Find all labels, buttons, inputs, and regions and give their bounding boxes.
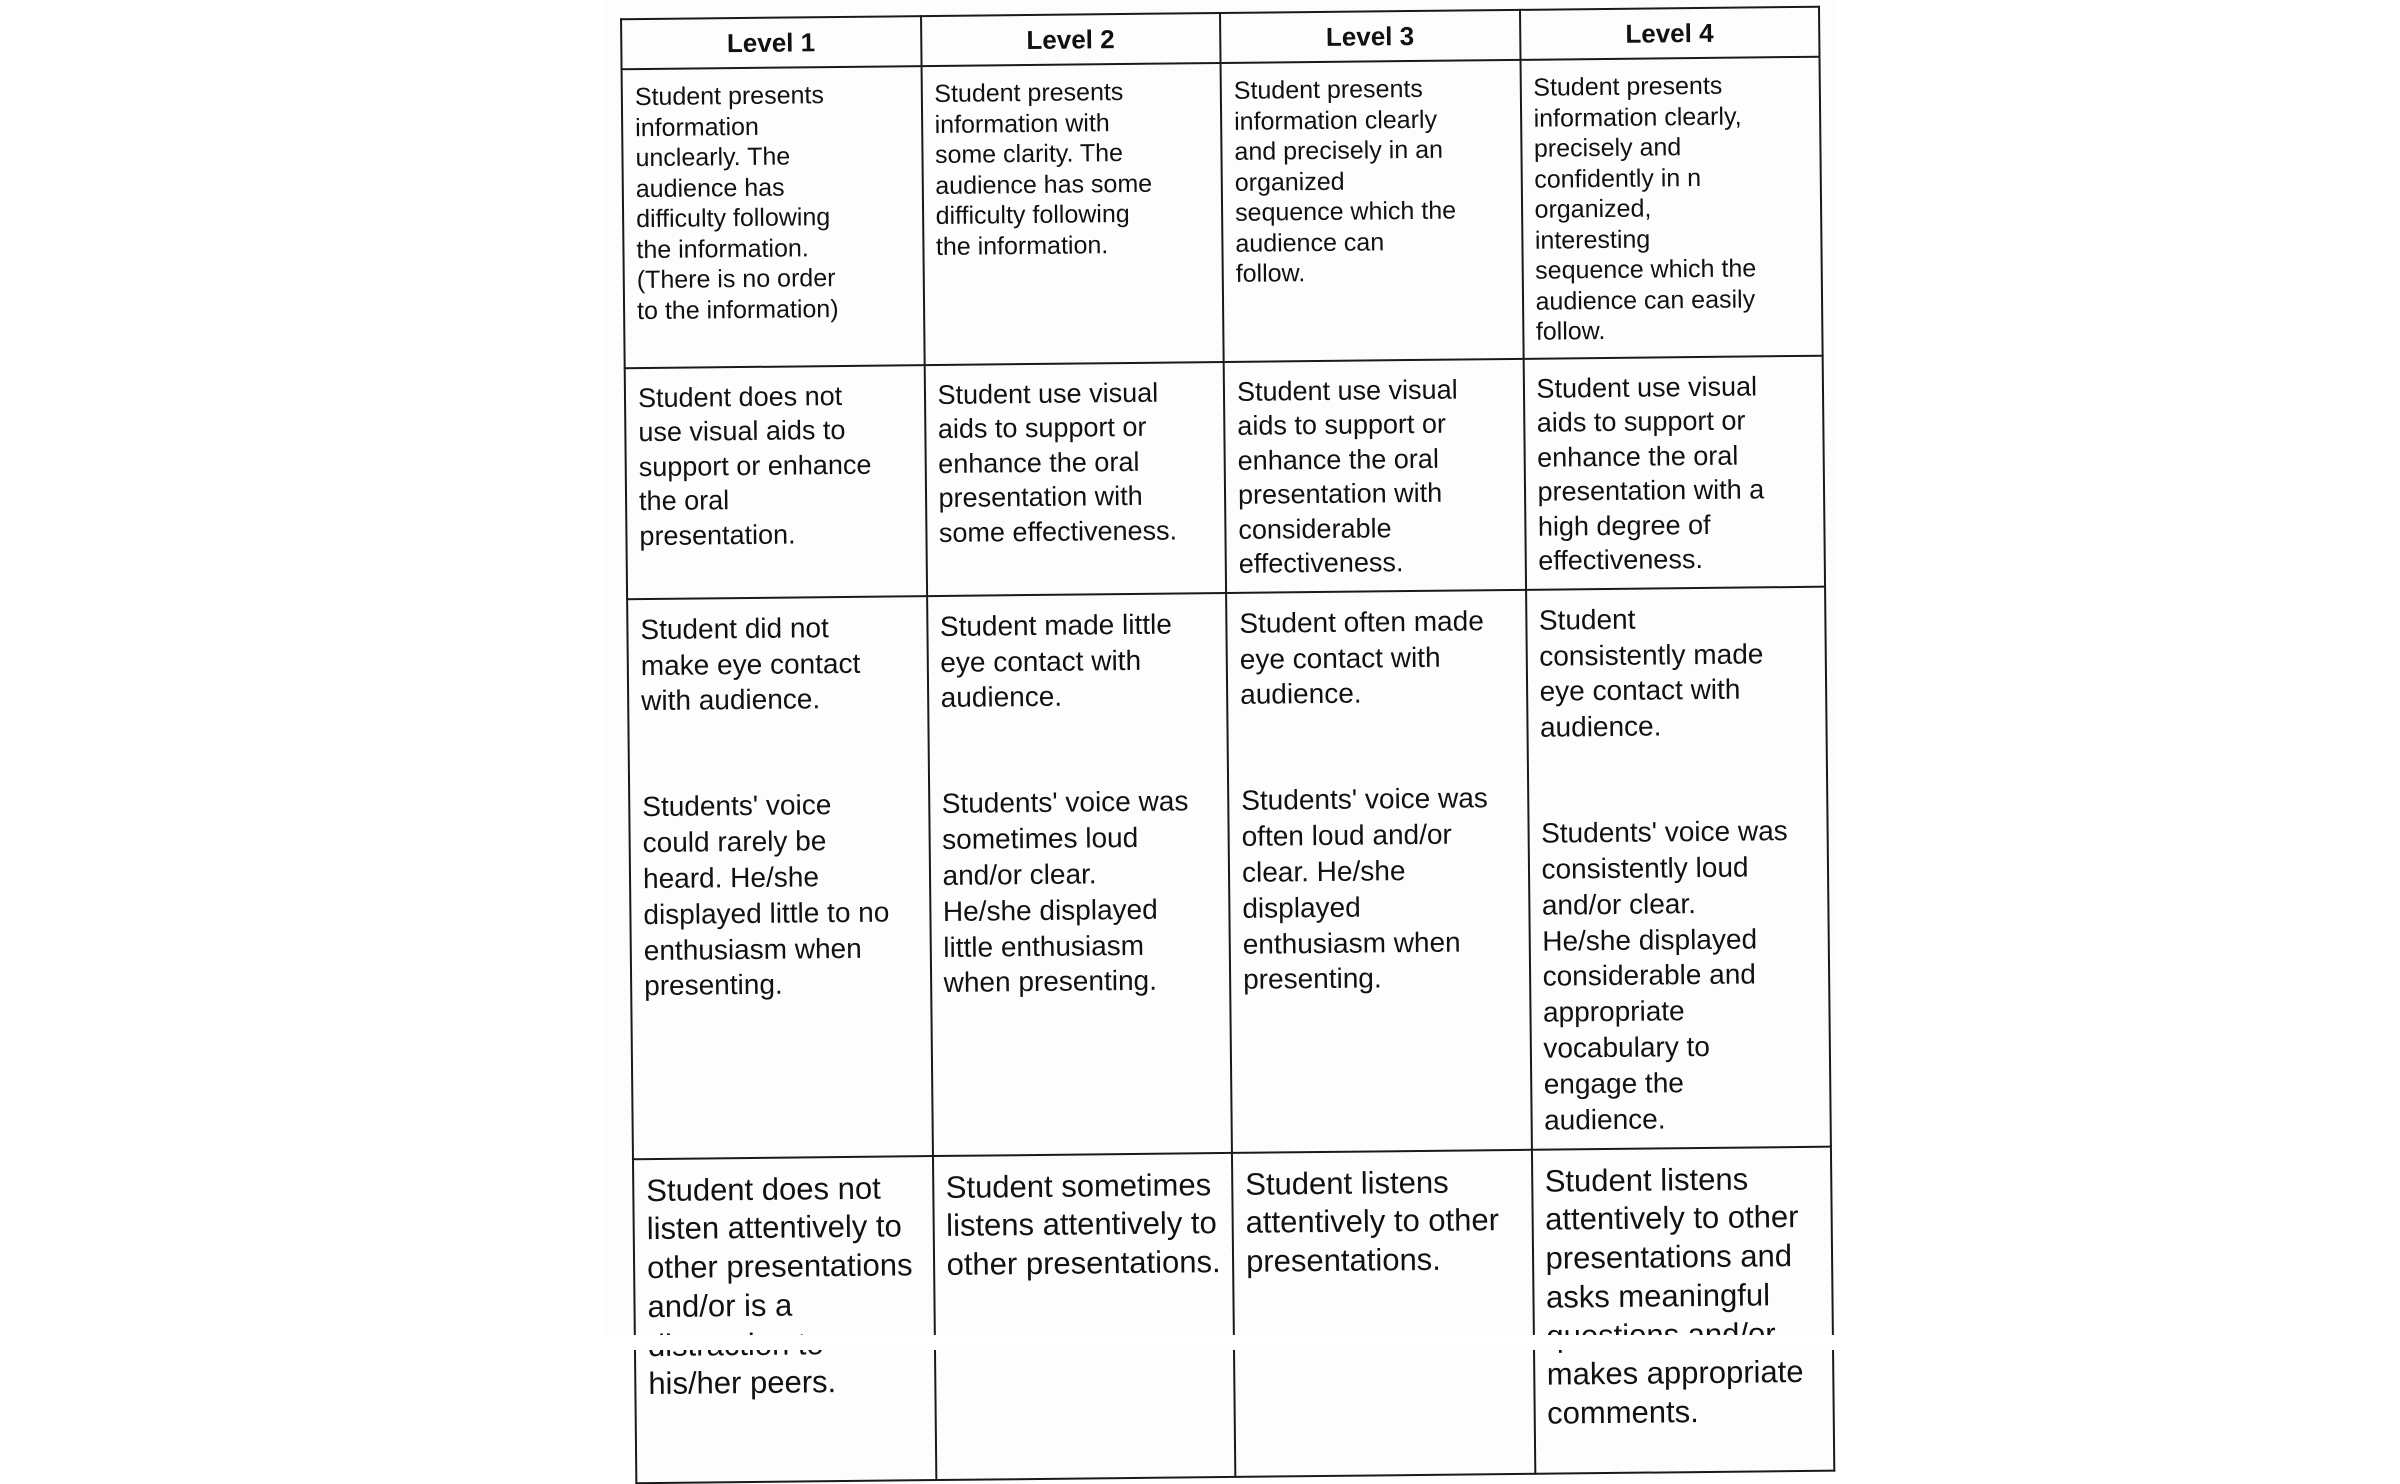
cell-clarity-level-1 xyxy=(622,66,925,368)
page-cutoff xyxy=(0,1335,2400,1350)
row-visual-aids xyxy=(625,355,1825,599)
eye-contact-text: Student made little eye contact with audience. xyxy=(939,608,1172,714)
cell-text: Student does not use visual aids to support or enhance the oral presentation. xyxy=(637,380,872,551)
voice-text: Students' voice was sometimes loud and/or clear. He/she displayed little enthusiasm when presenting. xyxy=(941,785,1189,999)
cell-text: Student presents information unclearly. The audience has difficulty following the information. (There is no order to the information) xyxy=(634,81,839,325)
cell-listening-level-3 xyxy=(1232,1149,1535,1476)
cell-listening-level-1 xyxy=(633,1156,936,1483)
voice-text: Students' voice could rarely be heard. He/she displayed little to no enthusiasm when presenting. xyxy=(642,789,890,1002)
cell-clarity-level-2 xyxy=(921,63,1224,365)
header-level-3: Level 3 xyxy=(1220,10,1520,63)
cell-eye-voice-level-2 xyxy=(927,593,1232,1156)
cell-text: Student does not listen attentively to other presentations and/or is a his/her peers. xyxy=(646,1170,913,1402)
cell-visual-aids-level-2 xyxy=(924,361,1226,595)
cell-text: Student use visual aids to support or enhance the oral presentation with some effectiveness. xyxy=(937,377,1178,548)
eye-contact-text: Student consistently made eye contact with audience. xyxy=(1538,603,1764,743)
voice-text: Students' voice was consistently loud and/or clear. He/she displayed considerable and appropriate vocabulary to engage the audience. xyxy=(1540,815,1788,1136)
cell-visual-aids-level-4 xyxy=(1523,355,1825,589)
cell-visual-aids-level-1 xyxy=(625,365,927,599)
cell-text: Student presents information with some clarity. The audience has some difficulty following the information. xyxy=(934,78,1153,261)
header-level-2: Level 2 xyxy=(921,13,1221,66)
cell-visual-aids-level-3 xyxy=(1224,358,1526,592)
cell-text: Student presents information clearly and precisely in an organized sequence which the audience can follow. xyxy=(1233,74,1457,288)
cell-clarity-level-4 xyxy=(1520,57,1823,359)
cell-text: Student listens attentively to other presentations. xyxy=(1245,1164,1500,1279)
rubric-table xyxy=(620,6,1835,1484)
cell-text: Student listens attentively to other presentations and asks meaningful and/or makes appropriate comments. xyxy=(1544,1161,1804,1431)
cell-listening-level-4 xyxy=(1531,1146,1834,1473)
cell-eye-voice-level-1 xyxy=(627,596,932,1159)
eye-contact-text: Student did not make eye contact with audience. xyxy=(640,611,861,717)
row-eye-contact-voice xyxy=(627,586,1831,1158)
header-level-1: Level 1 xyxy=(621,16,921,69)
eye-contact-text: Student often made eye contact with audience. xyxy=(1239,605,1484,711)
cell-eye-voice-level-3 xyxy=(1226,590,1531,1153)
row-clarity xyxy=(622,57,1823,368)
voice-text: Students' voice was often loud and/or clear. He/she displayed enthusiasm when presenting. xyxy=(1241,782,1489,996)
header-level-4: Level 4 xyxy=(1519,7,1819,60)
cell-text: Student use visual aids to support or enhance the oral presentation with considerable effectiveness. xyxy=(1236,374,1458,580)
row-listening xyxy=(633,1146,1834,1483)
cell-text: Student use visual aids to support or enhance the oral presentation with a high degree of effectiveness. xyxy=(1536,370,1765,576)
cell-clarity-level-3 xyxy=(1221,60,1524,362)
cell-eye-voice-level-4 xyxy=(1526,586,1831,1149)
cell-text: Student presents information clearly, precisely and confidently in n organized, interesting sequence which the audience can easily follow. xyxy=(1533,71,1757,346)
cell-listening-level-2 xyxy=(932,1152,1235,1479)
cell-text: Student sometimes listens attentively to other presentations. xyxy=(945,1166,1221,1282)
